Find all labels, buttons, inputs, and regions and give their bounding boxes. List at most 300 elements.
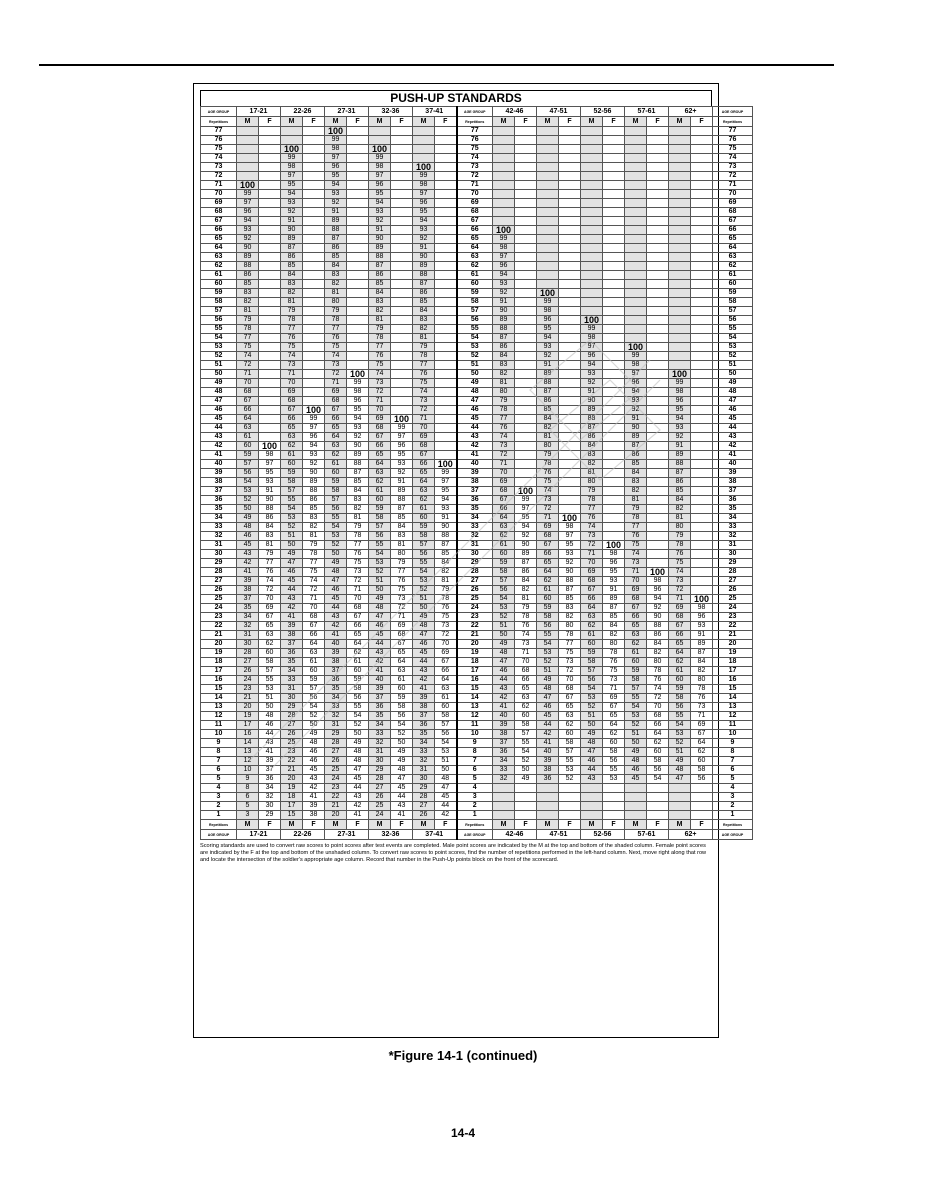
- score-cell: 89: [625, 433, 647, 442]
- score-cell: 89: [603, 595, 625, 604]
- score-cell: [691, 505, 713, 514]
- score-cell: [581, 190, 603, 199]
- score-cell: 78: [625, 514, 647, 523]
- score-cell: [603, 460, 625, 469]
- score-cell: [691, 568, 713, 577]
- score-cell: 45: [237, 541, 259, 550]
- score-cell: 63: [391, 667, 413, 676]
- score-cell: [237, 163, 259, 172]
- repetitions-cell: 58: [201, 298, 237, 307]
- score-cell: 78: [281, 316, 303, 325]
- score-cell: 79: [347, 523, 369, 532]
- score-cell: [559, 487, 581, 496]
- table-row: [201, 136, 753, 145]
- score-cell: [559, 289, 581, 298]
- table-row: [201, 127, 753, 136]
- score-cell: 23: [325, 784, 347, 793]
- score-cell: 91: [325, 208, 347, 217]
- score-cell: 28: [325, 739, 347, 748]
- score-cell: [303, 226, 325, 235]
- score-cell: [625, 316, 647, 325]
- score-cell: 97: [369, 172, 391, 181]
- table-row: [201, 793, 753, 802]
- score-cell: [581, 307, 603, 316]
- score-cell: 67: [237, 397, 259, 406]
- score-cell: [581, 253, 603, 262]
- score-cell: [369, 127, 391, 136]
- score-cell: 78: [603, 649, 625, 658]
- score-cell: [603, 505, 625, 514]
- score-cell: [691, 271, 713, 280]
- score-cell: [435, 226, 457, 235]
- score-cell: 77: [369, 343, 391, 352]
- male-column-header: M: [237, 117, 259, 127]
- table-row: [201, 181, 753, 190]
- score-cell: 66: [669, 631, 691, 640]
- score-cell: [515, 289, 537, 298]
- score-cell: [515, 811, 537, 820]
- score-cell: [435, 280, 457, 289]
- score-cell: 55: [259, 676, 281, 685]
- score-cell: 46: [303, 757, 325, 766]
- score-cell: 59: [493, 559, 515, 568]
- score-cell: 55: [603, 766, 625, 775]
- score-cell: [347, 181, 369, 190]
- repetitions-cell: 14: [713, 694, 753, 703]
- repetitions-cell: 69: [457, 199, 493, 208]
- score-cell: 72: [669, 586, 691, 595]
- score-cell: [691, 541, 713, 550]
- score-cell: [391, 352, 413, 361]
- score-cell: [537, 226, 559, 235]
- score-cell: 43: [391, 802, 413, 811]
- score-cell: [435, 397, 457, 406]
- score-cell: 88: [559, 577, 581, 586]
- score-cell: 78: [691, 685, 713, 694]
- repetitions-cell: 38: [713, 478, 753, 487]
- score-cell: [391, 316, 413, 325]
- score-cell: [391, 379, 413, 388]
- score-cell: [691, 406, 713, 415]
- score-cell: [435, 136, 457, 145]
- score-cell: [391, 199, 413, 208]
- score-cell: 42: [303, 784, 325, 793]
- score-cell: 58: [603, 748, 625, 757]
- score-cell: [669, 244, 691, 253]
- score-cell: [347, 154, 369, 163]
- score-cell: [647, 406, 669, 415]
- score-cell: [603, 361, 625, 370]
- score-cell: [537, 235, 559, 244]
- score-cell: [303, 127, 325, 136]
- score-cell: 86: [581, 433, 603, 442]
- age-group-header: 17-21: [237, 830, 281, 840]
- score-cell: 53: [581, 694, 603, 703]
- score-cell: 58: [281, 478, 303, 487]
- score-cell: [625, 154, 647, 163]
- score-cell: [625, 190, 647, 199]
- repetitions-cell: 14: [457, 694, 493, 703]
- score-cell: [515, 271, 537, 280]
- score-cell: 45: [537, 712, 559, 721]
- repetitions-cell: 59: [713, 289, 753, 298]
- score-cell: [537, 262, 559, 271]
- score-cell: 74: [259, 577, 281, 586]
- score-cell: [391, 361, 413, 370]
- score-cell: [259, 289, 281, 298]
- score-cell: [435, 208, 457, 217]
- score-cell: 60: [691, 757, 713, 766]
- score-cell: 46: [325, 586, 347, 595]
- score-cell: 98: [347, 388, 369, 397]
- score-cell: [391, 244, 413, 253]
- score-cell: [625, 235, 647, 244]
- score-cell: 55: [625, 694, 647, 703]
- score-cell: 88: [435, 532, 457, 541]
- score-cell: 91: [281, 217, 303, 226]
- chart-title: PUSH-UP STANDARDS: [200, 90, 712, 106]
- score-cell: [691, 262, 713, 271]
- score-cell: 3: [237, 811, 259, 820]
- score-cell: [559, 199, 581, 208]
- repetitions-cell: 72: [457, 172, 493, 181]
- score-cell: 92: [237, 235, 259, 244]
- score-cell: 57: [515, 730, 537, 739]
- score-cell: [603, 343, 625, 352]
- score-cell: 35: [369, 712, 391, 721]
- score-cell: [347, 208, 369, 217]
- score-cell: 54: [581, 685, 603, 694]
- score-cell: 6: [237, 793, 259, 802]
- score-cell: 88: [369, 253, 391, 262]
- score-cell: [647, 811, 669, 820]
- score-cell: [669, 307, 691, 316]
- repetitions-cell: 43: [457, 433, 493, 442]
- score-cell: 25: [369, 802, 391, 811]
- score-cell: 43: [281, 595, 303, 604]
- score-cell: [647, 298, 669, 307]
- score-cell: 60: [559, 730, 581, 739]
- score-cell: [515, 244, 537, 253]
- score-cell: 93: [369, 208, 391, 217]
- score-cell: 87: [391, 505, 413, 514]
- score-cell: 70: [413, 424, 435, 433]
- repetitions-cell: 33: [457, 523, 493, 532]
- score-cell: 66: [537, 550, 559, 559]
- score-cell: 70: [493, 469, 515, 478]
- score-cell: 93: [691, 622, 713, 631]
- score-cell: [581, 145, 603, 154]
- score-cell: 80: [647, 658, 669, 667]
- score-cell: 81: [435, 577, 457, 586]
- female-column-header: F: [647, 820, 669, 830]
- score-cell: 83: [303, 514, 325, 523]
- repetitions-cell: 35: [713, 505, 753, 514]
- score-cell: 76: [647, 676, 669, 685]
- score-cell: 79: [281, 307, 303, 316]
- repetitions-cell: 48: [457, 388, 493, 397]
- score-cell: 59: [669, 685, 691, 694]
- score-cell: 86: [413, 289, 435, 298]
- repetitions-cell: 27: [201, 577, 237, 586]
- score-cell: 65: [603, 712, 625, 721]
- score-cell: [515, 451, 537, 460]
- repetitions-cell: 34: [457, 514, 493, 523]
- score-cell: 91: [369, 226, 391, 235]
- score-cell: 76: [435, 604, 457, 613]
- score-cell: 47: [435, 784, 457, 793]
- score-cell: 79: [303, 541, 325, 550]
- score-cell: 77: [625, 523, 647, 532]
- score-cell: [647, 244, 669, 253]
- score-cell: [391, 397, 413, 406]
- score-cell: 60: [581, 640, 603, 649]
- score-cell: 24: [369, 811, 391, 820]
- score-cell: 43: [347, 793, 369, 802]
- score-cell: 55: [537, 631, 559, 640]
- score-cell: [559, 154, 581, 163]
- score-cell: 68: [325, 397, 347, 406]
- repetitions-cell: 62: [713, 262, 753, 271]
- score-cell: [559, 379, 581, 388]
- score-cell: 50: [347, 730, 369, 739]
- score-cell: 87: [325, 235, 347, 244]
- score-cell: 88: [391, 496, 413, 505]
- score-cell: [515, 208, 537, 217]
- score-cell: [559, 406, 581, 415]
- score-cell: 75: [369, 361, 391, 370]
- male-column-header: M: [413, 117, 435, 127]
- score-cell: [537, 811, 559, 820]
- score-cell: 30: [259, 802, 281, 811]
- score-cell: [581, 802, 603, 811]
- score-cell: 23: [281, 748, 303, 757]
- score-cell: [347, 298, 369, 307]
- table-row: [201, 199, 753, 208]
- score-cell: [603, 262, 625, 271]
- age-group-header: 47-51: [537, 107, 581, 117]
- repetitions-cell: 36: [201, 496, 237, 505]
- score-cell: 84: [435, 559, 457, 568]
- score-cell: [559, 271, 581, 280]
- male-column-header: M: [493, 117, 515, 127]
- score-cell: [515, 298, 537, 307]
- score-cell: 27: [413, 802, 435, 811]
- score-cell: [559, 469, 581, 478]
- repetitions-cell: 4: [457, 784, 493, 793]
- score-cell: 37: [493, 739, 515, 748]
- repetitions-cell: 52: [201, 352, 237, 361]
- score-cell: 58: [391, 703, 413, 712]
- score-cell: [303, 379, 325, 388]
- repetitions-cell: 37: [713, 487, 753, 496]
- score-cell: 32: [259, 793, 281, 802]
- score-cell: [647, 487, 669, 496]
- repetitions-cell: 23: [713, 613, 753, 622]
- score-cell: [647, 163, 669, 172]
- score-cell: [391, 289, 413, 298]
- score-cell: [669, 784, 691, 793]
- score-cell: 32: [493, 775, 515, 784]
- score-cell: [691, 451, 713, 460]
- score-cell: 59: [325, 478, 347, 487]
- score-cell: 36: [413, 721, 435, 730]
- score-cell: 48: [369, 604, 391, 613]
- score-cell: [691, 379, 713, 388]
- score-cell: 54: [347, 712, 369, 721]
- score-cell: 99: [281, 154, 303, 163]
- score-cell: 87: [691, 649, 713, 658]
- score-cell: 60: [325, 469, 347, 478]
- score-cell: 64: [647, 730, 669, 739]
- score-cell: [691, 316, 713, 325]
- repetitions-cell: 76: [457, 136, 493, 145]
- score-cell: 91: [391, 478, 413, 487]
- repetitions-cell: 45: [457, 415, 493, 424]
- score-cell: 55: [281, 496, 303, 505]
- score-cell: 71: [303, 595, 325, 604]
- score-cell: 73: [413, 397, 435, 406]
- score-cell: 80: [603, 640, 625, 649]
- score-cell: [515, 136, 537, 145]
- score-cell: 56: [647, 766, 669, 775]
- score-cell: 47: [347, 766, 369, 775]
- score-cell: [669, 181, 691, 190]
- score-cell: [669, 289, 691, 298]
- score-cell: [691, 163, 713, 172]
- score-cell: [647, 379, 669, 388]
- repetitions-cell: 19: [713, 649, 753, 658]
- table-row: [201, 721, 753, 730]
- score-cell: 87: [669, 469, 691, 478]
- score-cell: 64: [603, 721, 625, 730]
- score-cell: [435, 172, 457, 181]
- score-cell: 61: [325, 460, 347, 469]
- score-cell: 76: [259, 568, 281, 577]
- score-cell: 75: [537, 478, 559, 487]
- table-row: [201, 712, 753, 721]
- figure-content: [200, 90, 744, 864]
- score-cell: [603, 334, 625, 343]
- score-cell: 79: [537, 451, 559, 460]
- score-cell: [259, 127, 281, 136]
- repetitions-cell: 13: [457, 703, 493, 712]
- score-cell: 56: [581, 676, 603, 685]
- score-cell: 57: [303, 685, 325, 694]
- score-cell: 90: [559, 568, 581, 577]
- score-cell: 62: [281, 442, 303, 451]
- score-cell: 19: [281, 784, 303, 793]
- score-cell: 39: [413, 694, 435, 703]
- score-cell: 69: [669, 604, 691, 613]
- score-cell: [515, 253, 537, 262]
- score-cell: [347, 244, 369, 253]
- score-cell: [515, 478, 537, 487]
- score-cell: 64: [537, 568, 559, 577]
- score-cell: 82: [603, 631, 625, 640]
- repetitions-cell: 26: [457, 586, 493, 595]
- score-cell: 43: [581, 775, 603, 784]
- score-cell: 39: [259, 757, 281, 766]
- score-cell: [515, 217, 537, 226]
- score-cell: 96: [237, 208, 259, 217]
- score-cell: 93: [435, 505, 457, 514]
- score-cell: 75: [347, 559, 369, 568]
- repetitions-cell: 21: [713, 631, 753, 640]
- score-cell: 53: [369, 559, 391, 568]
- male-column-header: M: [537, 820, 559, 830]
- score-cell: 46: [413, 640, 435, 649]
- repetitions-cell: 75: [713, 145, 753, 154]
- score-cell: 72: [303, 586, 325, 595]
- score-cell: 62: [493, 532, 515, 541]
- female-column-header: F: [603, 117, 625, 127]
- score-cell: [559, 262, 581, 271]
- score-cell: [347, 352, 369, 361]
- score-cell: 23: [237, 685, 259, 694]
- score-cell: 68: [303, 613, 325, 622]
- score-cell: 55: [515, 739, 537, 748]
- score-cell: [413, 154, 435, 163]
- score-cell: 84: [347, 487, 369, 496]
- score-cell: [259, 217, 281, 226]
- table-row: [201, 604, 753, 613]
- score-cell: 97: [237, 199, 259, 208]
- score-cell: 88: [347, 460, 369, 469]
- repetitions-cell: 24: [713, 604, 753, 613]
- score-cell: 60: [347, 667, 369, 676]
- repetitions-cell: 63: [713, 253, 753, 262]
- score-cell: [391, 406, 413, 415]
- score-cell: 100: [281, 145, 303, 154]
- score-cell: [691, 298, 713, 307]
- table-row: [201, 622, 753, 631]
- score-cell: 50: [515, 766, 537, 775]
- score-cell: [603, 181, 625, 190]
- score-cell: 48: [537, 685, 559, 694]
- score-cell: 82: [435, 568, 457, 577]
- score-cell: 89: [493, 316, 515, 325]
- female-column-header: F: [559, 820, 581, 830]
- score-cell: 22: [325, 793, 347, 802]
- score-cell: 21: [237, 694, 259, 703]
- score-cell: [537, 163, 559, 172]
- repetitions-cell: 39: [713, 469, 753, 478]
- score-cell: 91: [493, 298, 515, 307]
- score-cell: [347, 307, 369, 316]
- score-cell: 58: [559, 739, 581, 748]
- score-cell: 96: [369, 181, 391, 190]
- score-cell: 24: [237, 676, 259, 685]
- repetitions-cell: 31: [713, 541, 753, 550]
- score-cell: 58: [691, 766, 713, 775]
- score-cell: [647, 289, 669, 298]
- repetitions-cell: 53: [457, 343, 493, 352]
- male-column-header: M: [237, 820, 259, 830]
- repetitions-cell: 32: [713, 532, 753, 541]
- repetitions-cell: 77: [457, 127, 493, 136]
- score-cell: 82: [625, 487, 647, 496]
- score-cell: 45: [435, 793, 457, 802]
- score-cell: 59: [391, 694, 413, 703]
- repetitions-cell: 32: [457, 532, 493, 541]
- score-cell: 92: [515, 532, 537, 541]
- score-cell: [559, 226, 581, 235]
- score-cell: 84: [413, 307, 435, 316]
- score-cell: 61: [581, 631, 603, 640]
- score-cell: [669, 271, 691, 280]
- table-row: [201, 541, 753, 550]
